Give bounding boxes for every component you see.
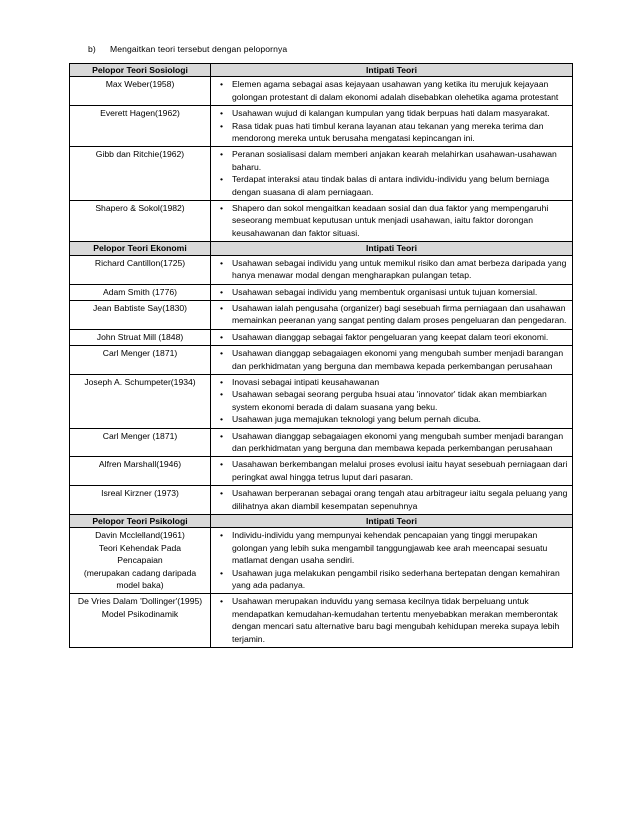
pioneer-name-line: Model Psikodinamik [101, 608, 179, 619]
theory-points-cell [211, 77, 573, 106]
pioneer-name-line: Joseph A. Schumpeter(1934) [84, 376, 196, 387]
table-row [70, 528, 573, 594]
pioneer-name-cell [70, 594, 211, 648]
table-row [70, 486, 573, 515]
table-row [70, 457, 573, 486]
theory-point: • Usahawan berperanan sebagai orang tengah atau arbitrageur iaitu segala peluang yang dilihatnya akan diambil kesempatan sepenuhnya [215, 487, 568, 512]
pioneer-name-line: (merupakan cadang daripada [83, 567, 197, 578]
theory-point: • Uasahawan berkembangan melalui proses evolusi iaitu hayat sesebuah perniagaan dari peringkat awal hingga tetrus luput dari pasaran. [215, 458, 568, 483]
theory-points-cell [211, 428, 573, 457]
theory-points-cell [211, 300, 573, 329]
theory-points-cell [211, 255, 573, 284]
pioneer-name-line: De Vries Dalam 'Dollinger'(1995) [77, 596, 203, 607]
pioneer-name-line: Davin Mcclelland(1961) [95, 530, 185, 541]
theory-point: • Inovasi sebagai intipati keusahawanan [215, 376, 568, 388]
pioneer-column-header: Pelopor Teori Psikologi [70, 515, 211, 528]
theory-points-cell [211, 201, 573, 242]
table-row [70, 201, 573, 242]
table-row [70, 77, 573, 106]
table-row [70, 147, 573, 201]
theory-points-cell [211, 594, 573, 648]
pioneer-name-cell [70, 284, 211, 300]
section-header-row [70, 515, 573, 528]
table-row [70, 594, 573, 648]
theory-point-list [215, 148, 568, 198]
theory-point-list [215, 302, 568, 327]
theory-point: • Usahawan juga memajukan teknologi yang belum pernah dicuba. [215, 413, 568, 425]
theory-point: • Individu-individu yang mempunyai kehendak pencapaian yang tinggi merupakan golongan yang lebih suka mengambil tanggungjawab kee arah meencapai sesuatu matlamat dengan usaha sendiri. [215, 529, 568, 566]
theory-points-cell [211, 147, 573, 201]
theory-point-list [215, 458, 568, 483]
pioneer-name-line: Isreal Kirzner (1973) [101, 488, 179, 499]
pioneer-name-cell [70, 329, 211, 345]
theory-point: • Usahawan dianggap sebagai faktor pengeluaran yang keepat dalam teori ekonomi. [215, 331, 568, 343]
pioneer-name-cell [70, 300, 211, 329]
theory-point-list [215, 430, 568, 455]
table-row [70, 374, 573, 428]
pioneer-name-cell [70, 486, 211, 515]
pioneer-name-line: Alfren Marshall(1946) [98, 459, 182, 470]
table-row [70, 346, 573, 375]
pioneer-column-header: Pelopor Teori Ekonomi [70, 242, 211, 255]
theory-point-list [215, 107, 568, 144]
theory-column-header: Intipati Teori [211, 64, 573, 77]
table-row [70, 255, 573, 284]
heading-label: b) [88, 44, 96, 54]
theory-point-list [215, 331, 568, 343]
theory-point: • Peranan sosialisasi dalam memberi anjakan kearah melahirkan usahawan-usahawan baharu. [215, 148, 568, 173]
table-row [70, 106, 573, 147]
section-header-row [70, 64, 573, 77]
theory-point: • Shapero dan sokol mengaitkan keadaan sosial dan dua faktor yang mempengaruhi seseorang membuat keputusan untuk menjadi usahawan, iaitu faktor dorongan keusahawanan dan faktor situasi. [215, 202, 568, 239]
pioneer-name-line: Richard Cantillon(1725) [94, 257, 186, 268]
theory-point: • Usahawan merupakan induvidu yang semasa kecilnya tidak berpeluang untuk mendapatkan kemudahan-kemudahan tertentu menyebabkan merakan memberontak dengan mencari satu alternative baru bagi mengubah kehidupan mereka supaya lebih terjamin. [215, 595, 568, 645]
pioneer-name-cell [70, 428, 211, 457]
theory-point: • Usahawan dianggap sebagaiagen ekonomi yang mengubah sumber menjadi barangan dan perkhidmatan yang berguna dan membawa kepada perkembangan perusahaan [215, 347, 568, 372]
theory-points-cell [211, 374, 573, 428]
pioneer-name-line: Adam Smith (1776) [102, 286, 178, 297]
pioneer-name-line: Shapero & Sokol(1982) [95, 203, 185, 214]
theory-point: • Usahawan ialah pengusaha (organizer) bagi sesebuah firma perniagaan dan usahawan memainkan peeranan yang sangat penting dalam proses pengeluaran dan pengedaran. [215, 302, 568, 327]
table-row [70, 428, 573, 457]
theory-point-list [215, 595, 568, 645]
theory-point-list [215, 376, 568, 426]
theory-point-list [215, 202, 568, 239]
pioneer-name-line: Jean Babtiste Say(1830) [92, 302, 188, 313]
theory-column-header: Intipati Teori [211, 515, 573, 528]
section-heading [88, 44, 287, 54]
heading-text: Mengaitkan teori tersebut dengan pelopornya [110, 44, 288, 54]
table-row [70, 284, 573, 300]
pioneer-name-line: model baka) [116, 580, 164, 591]
theory-points-cell [211, 457, 573, 486]
theory-points-cell [211, 346, 573, 375]
pioneer-name-line: Gibb dan Ritchie(1962) [95, 149, 185, 160]
theory-point: • Usahawan wujud di kalangan kumpulan yang tidak berpuas hati dalam masyarakat. [215, 107, 568, 119]
pioneer-name-cell [70, 457, 211, 486]
table-row [70, 300, 573, 329]
pioneer-name-line: Teori Kehendak Pada [98, 542, 182, 553]
pioneer-name-cell [70, 201, 211, 242]
theory-point: • Usahawan sebagai seorang perguba hsuai atau 'innovator' tidak akan membiarkan system ekonomi berada di dalam suasana yang beku. [215, 388, 568, 413]
theory-point-list [215, 347, 568, 372]
pioneer-name-cell [70, 77, 211, 106]
theory-points-cell [211, 329, 573, 345]
theory-table [69, 63, 573, 648]
pioneer-name-line: Everett Hagen(1962) [100, 108, 180, 119]
section-header-row [70, 242, 573, 255]
pioneer-name-cell [70, 346, 211, 375]
theory-point: • Usahawan dianggap sebagaiagen ekonomi yang mengubah sumber menjadi barangan dan perkhidmatan yang berguna dan membawa kepada perkembangan perusahaan [215, 430, 568, 455]
pioneer-name-cell [70, 528, 211, 594]
theory-point: • Elemen agama sebagai asas kejayaan usahawan yang ketika itu merujuk kejayaan golongan protestant di dalam ekonomi adalah disebabkan olehetika agama protestant [215, 78, 568, 103]
theory-points-cell [211, 106, 573, 147]
pioneer-name-cell [70, 255, 211, 284]
theory-point-list [215, 78, 568, 103]
theory-point: • Usahawan sebagai individu yang untuk memikul risiko dan amat berbeza daripada yang hanya menawar modal dengan mengharapkan pulangan tetap. [215, 257, 568, 282]
table-row [70, 329, 573, 345]
pioneer-name-line: Carl Menger (1871) [102, 348, 178, 359]
pioneer-name-cell [70, 106, 211, 147]
theory-points-cell [211, 528, 573, 594]
pioneer-name-line: Pencapaian [117, 555, 163, 566]
theory-point: • Terdapat interaksi atau tindak balas di antara individu-individu yang belum berniaga dengan suasana di alam perniagaan. [215, 173, 568, 198]
theory-column-header: Intipati Teori [211, 242, 573, 255]
pioneer-name-cell [70, 147, 211, 201]
pioneer-name-line: Max Weber(1958) [105, 79, 175, 90]
theory-points-cell [211, 284, 573, 300]
pioneer-name-line: Carl Menger (1871) [102, 430, 178, 441]
theory-point: • Usahawan sebagai individu yang membentuk organisasi untuk tujuan komersial. [215, 286, 568, 298]
theory-point: • Usahawan juga melakukan pengambil risiko sederhana bertepatan dengan kemahiran yang ada padanya. [215, 567, 568, 592]
theory-point-list [215, 529, 568, 591]
pioneer-name-line: John Struat Mill (1848) [96, 331, 184, 342]
theory-point-list [215, 487, 568, 512]
pioneer-column-header: Pelopor Teori Sosiologi [70, 64, 211, 77]
theory-point-list [215, 286, 568, 298]
theory-points-cell [211, 486, 573, 515]
pioneer-name-cell [70, 374, 211, 428]
theory-point: • Rasa tidak puas hati timbul kerana layanan atau tekanan yang mereka terima dan mendorong mereka untuk berusaha mengatasi kepincangan ini. [215, 120, 568, 145]
theory-point-list [215, 257, 568, 282]
